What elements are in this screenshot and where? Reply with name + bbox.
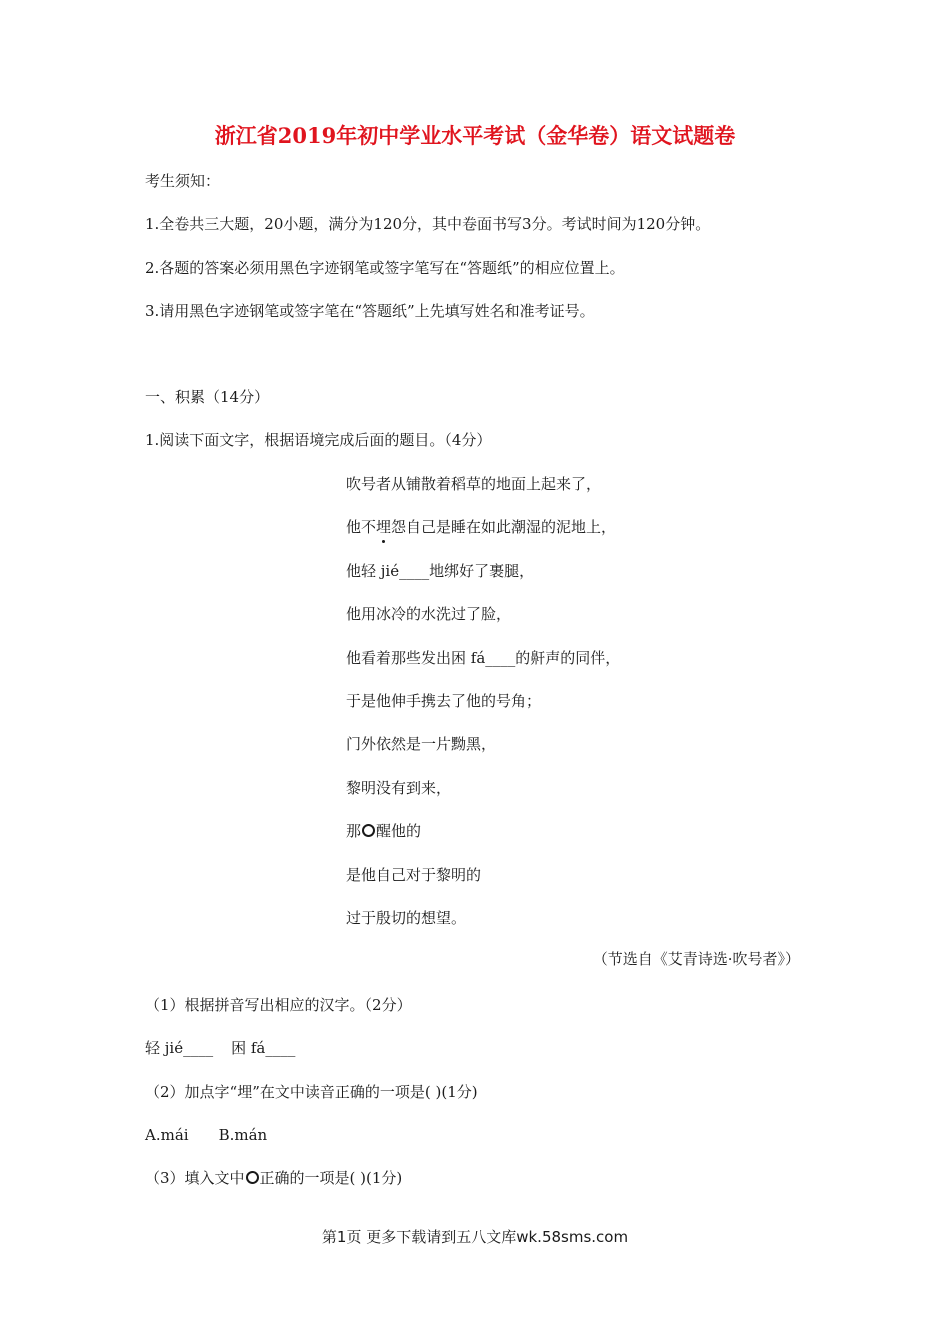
dotted-char: 埋 xyxy=(376,518,392,536)
section-heading: 一、积累（14分） xyxy=(145,388,270,406)
notice-item-2: 2.各题的答案必须用黑色字迹钢笔或签字笔写在“答题纸”的相应位置上。 xyxy=(145,259,625,277)
poem-line-9-pre: 那 xyxy=(346,822,362,840)
page-footer: 第1页 更多下载请到五八文库wk.58sms.com xyxy=(321,1228,629,1246)
notice-item-1: 1.全卷共三大题，20小题，满分为120分，其中卷面书写3分。考试时间为120分钟。 xyxy=(145,215,711,233)
blank-circle-icon xyxy=(362,824,375,837)
notice-heading: 考生须知： xyxy=(145,172,221,190)
answer-blank-fa: 困 fá____ xyxy=(231,1039,296,1057)
poem-line-4: 他用冰冷的水洗过了脸， xyxy=(346,605,512,623)
poem-line-2 xyxy=(346,517,616,537)
blank-circle-icon xyxy=(246,1171,259,1184)
subquestion-3-post: 正确的一项是( )(1分) xyxy=(259,1169,403,1187)
poem-line-5: 他看着那些发出困 fá____的鼾声的同伴， xyxy=(346,649,621,667)
poem-line-2-post: 怨自己是睡在如此潮湿的泥地上， xyxy=(391,518,617,536)
poem-line-2-pre: 他不 xyxy=(346,518,377,536)
notice-item-3: 3.请用黑色字迹钢笔或签字笔在“答题纸”上先填写姓名和准考证号。 xyxy=(145,302,595,320)
poem-line-11: 过于殷切的想望。 xyxy=(346,909,467,927)
poem-line-9-post: 醒他的 xyxy=(376,822,422,840)
option-a: A.mái xyxy=(145,1126,189,1144)
subquestion-1-answers xyxy=(145,1038,295,1058)
poem-line-9 xyxy=(346,821,421,841)
option-b: B.mán xyxy=(218,1126,268,1144)
subquestion-2: （2）加点字“埋”在文中读音正确的一项是( )(1分) xyxy=(145,1083,478,1101)
exam-title: 浙江省2019年初中学业水平考试（金华卷）语文试题卷 xyxy=(214,123,736,148)
subquestion-1: （1）根据拼音写出相应的汉字。（2分） xyxy=(145,996,412,1014)
subquestion-3-pre: （3）填入文中 xyxy=(145,1169,245,1187)
subquestion-3 xyxy=(145,1168,402,1188)
subquestion-2-options xyxy=(145,1125,267,1145)
poem-line-7: 门外依然是一片黝黑， xyxy=(346,735,497,753)
poem-source: （节选自《艾青诗选·吹号者》） xyxy=(592,950,800,968)
poem-line-6: 于是他伸手携去了他的号角； xyxy=(346,692,542,710)
poem-line-3: 他轻 jié____地绑好了裹腿， xyxy=(346,562,535,580)
question-1: 1.阅读下面文字，根据语境完成后面的题目。（4分） xyxy=(145,431,492,449)
poem-line-1: 吹号者从铺散着稻草的地面上起来了， xyxy=(346,475,602,493)
poem-line-8: 黎明没有到来， xyxy=(346,779,452,797)
poem-line-10: 是他自己对于黎明的 xyxy=(346,866,482,884)
answer-blank-jie: 轻 jié____ xyxy=(145,1039,214,1057)
